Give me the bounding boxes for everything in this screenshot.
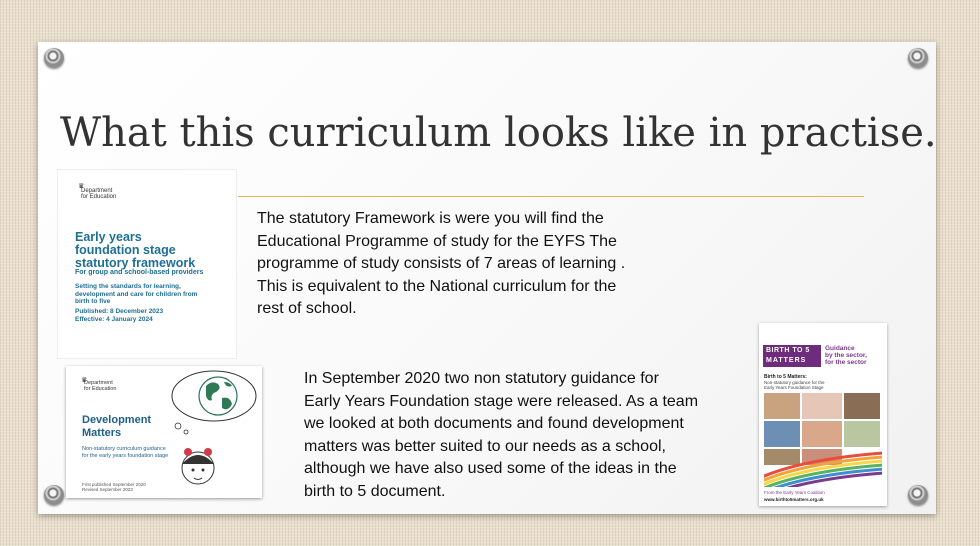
cover-footer: From the Early Years Coalition (764, 490, 825, 495)
cover-dates: Published: 8 December 2023 Effective: 4 January 2024 (75, 308, 164, 323)
slide-title: What this curriculum looks like in practise. (60, 110, 937, 156)
paragraph-non-statutory-guidance: In September 2020 two non statutory guidance for Early Years Foundation stage were released. As a team we looked at both documents and found development matters was better suited to our needs as a school, although we have also used some of the ideas in the birth to 5 document. (304, 370, 699, 500)
eyfs-framework-cover (58, 170, 236, 358)
crest-icon: ♛ (78, 183, 85, 190)
cover-description: Non-statutory curriculum guidance for the early years foundation stage (82, 446, 169, 459)
birth-to-5-logo: BIRTH TO 5 MATTERS (763, 345, 821, 367)
cover-tagline: Guidance by the sector, for the sector (825, 345, 867, 366)
cover-description: Setting the standards for learning, development and care for children from birth to five (75, 283, 198, 305)
cover-subtitle: For group and school-based providers (75, 269, 204, 276)
paragraph-statutory-framework: The statutory Framework is were you will find the Educational Programme of study for the EYFS The programme of study consists of 7 areas of learning . This is equivalent to the National curriculum for the rest of school. (257, 210, 626, 317)
cover-heading: Early years foundation stage statutory framework (75, 230, 196, 270)
pushpin-icon (44, 48, 64, 68)
pushpin-icon (908, 485, 928, 505)
pushpin-icon (44, 485, 64, 505)
cover-heading: Birth to 5 Matters: (764, 374, 807, 380)
pushpin-icon (908, 48, 928, 68)
dept-label: Department for Education (84, 380, 117, 392)
development-matters-cover (66, 366, 262, 498)
crest-icon: ♛ (81, 377, 88, 384)
cover-url: www.birthto5matters.org.uk (764, 497, 824, 502)
birth-to-5-matters-cover (759, 323, 887, 506)
cover-heading: Development Matters (82, 414, 152, 439)
cover-subtitle: Non-statutory guidance for the Early Years Foundation Stage (764, 380, 825, 390)
photo-collage-image (764, 393, 882, 487)
dept-label: Department for Education (81, 188, 117, 200)
title-divider (238, 196, 864, 197)
cover-dates: First published September 2020 Revised September 2023 (82, 482, 146, 492)
child-globe-illustration (166, 368, 260, 496)
